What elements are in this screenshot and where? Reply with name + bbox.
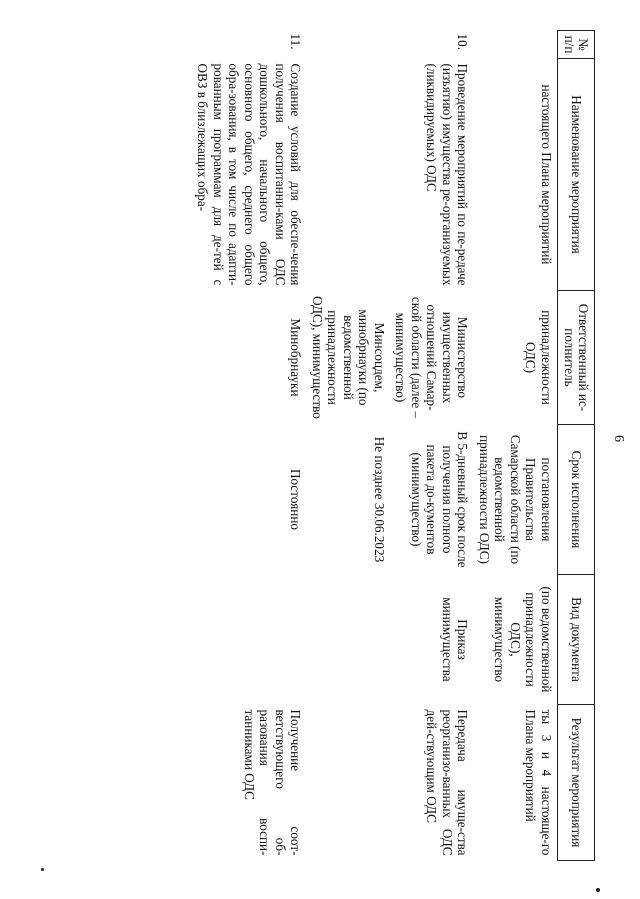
cell-doc-type: Приказ минимущества	[440, 597, 471, 682]
header-doc-type: Вид документа	[558, 575, 595, 705]
header-executor: Ответственный ис-полнитель	[558, 291, 595, 425]
cell-executor: Минобрнауки	[288, 318, 304, 397]
cell-number: 11.	[288, 33, 304, 50]
cell-doc-type	[192, 575, 307, 705]
cell-term: постановления Правительства Самарской области (по ведомственной принадлежности ОДС)	[477, 434, 554, 565]
cell-term: Постоянно	[288, 468, 304, 530]
measures-table	[192, 30, 595, 861]
table-row	[192, 31, 307, 861]
cell-term: Не позднее 30.06.2023	[372, 436, 387, 563]
cell-executor: принадлежности ОДС)	[523, 310, 554, 405]
table-row	[390, 31, 474, 861]
cell-name: Создание условий для обеспе-чения получения воспитанни-ками ОДС дошкольного, начального общего, основного общего, среднего общего обра-зования, в том числе по адапти-рованным программам для де-тей с ОВЗ в близлежащих обра-	[195, 63, 304, 286]
cell-number: 10.	[455, 33, 471, 50]
cell-executor: Министерство имущественных отношений Самар-ской области (далее – минимущество)	[393, 296, 471, 419]
cell-name	[307, 59, 391, 291]
page-number: 6	[611, 435, 626, 442]
header-result: Результат мероприятия	[558, 705, 595, 861]
table-row-continuation	[474, 31, 558, 861]
scan-speck	[596, 888, 600, 892]
table-row	[307, 31, 391, 861]
cell-result: Получение соот-ветствующего об-разования воспи-танниками ОДС	[242, 709, 304, 856]
header-name: Наименование мероприятия	[558, 59, 595, 291]
cell-name: настоящего Плана мероприятий	[539, 84, 554, 265]
table-header-row	[558, 31, 595, 861]
cell-result: Передача имуще-ства реорганизо-ванных ОДС дей-ствующим ОДС	[424, 709, 471, 856]
cell-result: ты 3 и 4 настояще-го Плана мероприятий	[523, 709, 554, 856]
cell-result	[307, 705, 391, 861]
cell-name: Проведение мероприятий по пе-редаче (изъятию) имущества ре-организуемых (ликвидируемых) ОДС	[424, 63, 471, 286]
header-number: № п/п	[558, 31, 595, 59]
cell-executor: Минсоцдем, минобрнауки (по ведомственной принадлежности ОДС), минимущество	[310, 296, 387, 419]
cell-doc-type	[307, 575, 391, 705]
cell-number	[307, 31, 391, 59]
header-term: Срок исполнения	[558, 425, 595, 575]
scan-speck	[41, 868, 44, 871]
cell-doc-type: (по ведомственной принадлежности ОДС), минимущество	[492, 586, 554, 693]
cell-term: В 5-дневный срок после получения полного пакета до-кументов (минимущество)	[409, 431, 471, 568]
